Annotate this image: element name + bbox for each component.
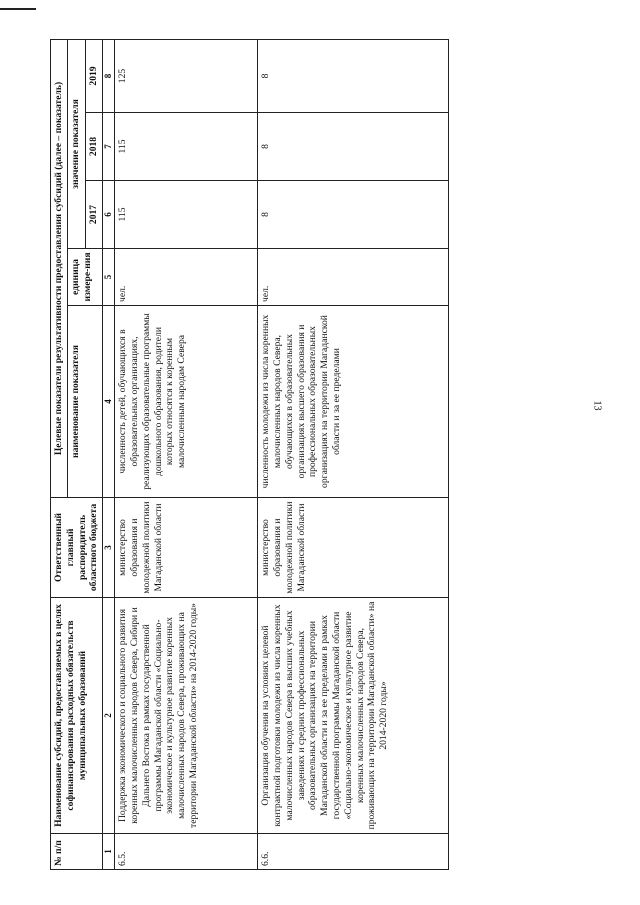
responsible-manager: министерство образования и молодежной политики Магаданской области — [258, 498, 449, 598]
row-number: 6.6. — [258, 834, 449, 870]
scan-edge-mark — [0, 0, 36, 10]
header-unit: единица измере-ния — [67, 249, 102, 306]
header-year: 2017 — [86, 181, 103, 249]
column-number: 3 — [103, 498, 115, 598]
table-row — [115, 40, 258, 870]
subsidies-table — [50, 39, 449, 870]
header-year: 2018 — [86, 113, 103, 181]
column-number-row — [103, 40, 115, 870]
header-name: Наименование субсидий, предоставляемых в целях софинансирования расходных обязательств муниципальных образований — [51, 598, 103, 834]
indicator-name: численность молодежи из числа коренных малочисленных народов Севера, обучающихся в образовательных организациях высшего образования и профессиональных образовательных организациях на территории Магаданской области и за ее пределами — [258, 306, 449, 498]
page-number: 13 — [591, 400, 603, 411]
column-number: 8 — [103, 40, 115, 113]
subsidy-name: Организация обучения на условиях целевой контрактной подготовки молодежи из числа коренных малочисленных народов Севера в высших учебных заведениях и средних профессиональных образовательных организациях на территории Магаданской области и за ее пределами в рамках государственной программы Магаданской области «Социально-экономическое и культурное развитие коренных малочисленных народов Севера, проживающих на территории Магаданской области» на 2014-2020 годы» — [258, 598, 449, 834]
header-year: 2019 — [86, 40, 103, 113]
indicator-name: численность детей, обучающихся в образовательных организациях, реализующих образовательные программы дошкольного образования, родители которых относятся к коренным малочисленным народам Севера — [115, 306, 258, 498]
column-number: 2 — [103, 598, 115, 834]
unit: чел. — [115, 249, 258, 306]
unit: чел. — [258, 249, 449, 306]
responsible-manager: министерство образования и молодежной политики Магаданской области — [115, 498, 258, 598]
value-2018: 115 — [115, 113, 258, 181]
column-number: 7 — [103, 113, 115, 181]
column-number: 6 — [103, 181, 115, 249]
header-manager: Ответственный главный распорядитель областного бюджета — [51, 498, 103, 598]
subsidy-name: Поддержка экономического и социального развития коренных малочисленных народов Севера, Сибири и Дальнего Востока в рамках государственной программы Магаданской области «Социально-экономическое и культурное развитие коренных малочисленных народов Севера, проживающих на территории Магаданской области» на 2014-2020 годы» — [115, 598, 258, 834]
column-number: 1 — [103, 834, 115, 870]
header-targets-group: Целевые показатели результативности предоставления субсидий (далее – показатель) — [51, 40, 68, 498]
value-2017: 115 — [115, 181, 258, 249]
header-indicator-name: наименование показателя — [67, 306, 102, 498]
header-values-group: значение показателя — [67, 40, 86, 249]
header-num: № п/п — [51, 834, 103, 870]
column-number: 4 — [103, 306, 115, 498]
column-number: 5 — [103, 249, 115, 306]
value-2019: 125 — [115, 40, 258, 113]
value-2018: 8 — [258, 113, 449, 181]
value-2017: 8 — [258, 181, 449, 249]
table-row — [258, 40, 449, 870]
value-2019: 8 — [258, 40, 449, 113]
rotated-page — [50, 40, 546, 870]
row-number: 6.5. — [115, 834, 258, 870]
